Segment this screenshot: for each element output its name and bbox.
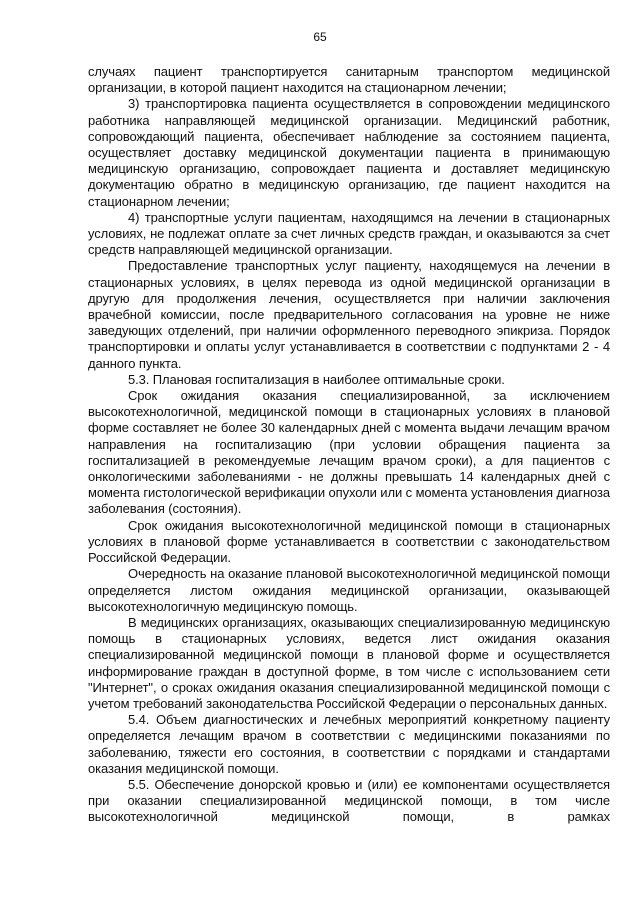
paragraph-10: 5.4. Объем диагностических и лечебных мероприятий конкретному пациенту определяется лечащим врачом в соответствии с медицинскими показаниями по заболеванию, тяжести его состояния, в соответствии с порядками и стандартами оказания медицинской помощи. [88, 712, 610, 776]
paragraph-8: Очередность на оказание плановой высокотехнологичной медицинской помощи определяется листом ожидания медицинской организации, оказывающей высокотехнологичную медицинскую помощь. [88, 566, 610, 614]
paragraph-1: случаях пациент транспортируется санитарным транспортом медицинской организации, в которой пациент находится на стационарном лечении; [88, 64, 610, 96]
paragraph-7: Срок ожидания высокотехнологичной медицинской помощи в стационарных условиях в плановой форме устанавливается в соответствии с законодательством Российской Федерации. [88, 517, 610, 566]
paragraph-11: 5.5. Обеспечение донорской кровью и (или) ее компонентами осуществляется при оказании специализированной медицинской помощи, в том числе высокотехнологичной медицинской помощи, в рамках [88, 776, 610, 825]
paragraph-5: 5.3. Плановая госпитализация в наиболее оптимальные сроки. [128, 371, 505, 387]
page-number: 65 [313, 30, 327, 44]
paragraph-3: 4) транспортные услуги пациентам, находящимся на лечении в стационарных условиях, не подлежат оплате за счет личных средств граждан, и оказываются за счет средств направляющей медицинской организации. [88, 209, 610, 258]
paragraph-2: 3) транспортировка пациента осуществляется в сопровождении медицинского работника направляющей медицинской организации. Медицинский работник, сопровождающий пациента, обеспечивает наблюдение за состоянием пациента, осуществляет доставку медицинской документации пациента в принимающую медицинскую организацию, сопровождает пациента и доставляет медицинскую документацию обратно в медицинскую организацию, где пациент находится на стационарном лечении; [88, 96, 610, 209]
paragraph-9: В медицинских организациях, оказывающих специализированную медицинскую помощь в стационарных условиях, ведется лист ожидания оказания специализированной медицинской помощи в плановой форме и осуществляется информирование граждан в доступной форме, в том числе с использованием сети "Интернет", о сроках ожидания оказания специализированной медицинской помощи с учетом требований законодательства Российской Федерации о персональных данных. [88, 614, 610, 711]
paragraph-6: Срок ожидания оказания специализированной, за исключением высокотехнологичной, медицинской помощи в стационарных условиях в плановой форме составляет не более 30 календарных дней с момента выдачи лечащим врачом направления на госпитализацию (при условии обращения пациента за госпитализацией в рекомендуемые лечащим врачом сроки), а для пациентов с онкологическими заболеваниями - не должны превышать 14 календарных дней с момента гистологической верификации опухоли или с момента установления диагноза заболевания (состояния). [88, 388, 610, 517]
paragraph-4: Предоставление транспортных услуг пациенту, находящемуся на лечении в стационарных условиях, в целях перевода из одной медицинской организации в другую для продолжения лечения, осуществляется при наличии заключения врачебной комиссии, после предварительного согласования на уровне не ниже заведующих отделений, при наличии оформленного переводного эпикриза. Порядок транспортировки и оплаты услуг устанавливается в соответствии с подпунктами 2 - 4 данного пункта. [88, 258, 610, 371]
document-body [88, 64, 610, 826]
